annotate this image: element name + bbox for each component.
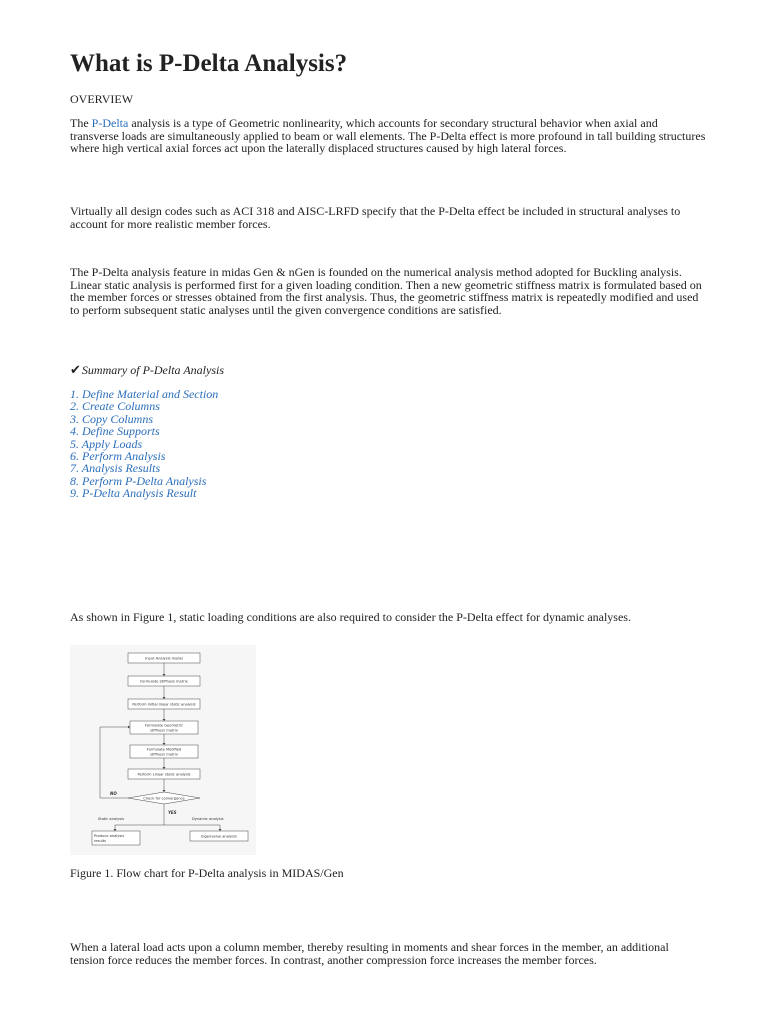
summary-list	[70, 388, 218, 500]
summary-heading-text: Summary of P-Delta Analysis	[81, 363, 225, 377]
flowchart-figure	[70, 645, 256, 855]
intro-paragraph	[70, 117, 706, 155]
step-text-input: Input Analysis model	[145, 656, 183, 661]
step-text-linear-analysis: Perform Linear static analysis	[137, 772, 191, 777]
summary-link-2[interactable]: 2. Create Columns	[70, 399, 160, 414]
intro-text-before: The	[70, 116, 92, 130]
summary-link-3[interactable]: 3. Copy Columns	[70, 411, 154, 426]
summary-link-1[interactable]: 1. Define Material and Section	[70, 387, 219, 401]
summary-link-6[interactable]: 6. Perform Analysis	[70, 449, 166, 464]
step-text-geometric-2: stiffness matrix	[150, 728, 178, 733]
check-icon: ✔	[70, 362, 81, 377]
step-text-produce-2: results	[94, 839, 107, 843]
step-text-geometric-1: Formulate Geometric	[144, 723, 184, 728]
figure-caption: Figure 1. Flow chart for P-Delta analysis in MIDAS/Gen	[70, 866, 344, 880]
p-delta-link[interactable]: P-Delta	[91, 116, 129, 130]
no-label: NO	[110, 791, 117, 796]
step-text-modified-2: stiffness matrix	[150, 752, 178, 757]
step-text-eigenvalue: Eigenvalue analysis	[201, 834, 237, 839]
step-text-static: Static analysis	[98, 817, 124, 821]
overview-label: OVERVIEW	[70, 92, 134, 106]
page-title: What is P-Delta Analysis?	[70, 50, 348, 77]
step-text-initial-analysis: Perform Initial linear static analysis	[132, 702, 196, 707]
summary-link-7[interactable]: 7. Analysis Results	[70, 461, 161, 476]
step-text-stiffness: Formulate Stiffness matrix	[140, 679, 188, 684]
summary-link-4[interactable]: 4. Define Supports	[70, 424, 160, 439]
step-text-produce-1: Produce analysis	[94, 834, 125, 838]
design-codes-paragraph: Virtually all design codes such as ACI 318 and AISC-LRFD specify that the P-Delta effect be included in structural analyses to account for more realistic member forces.	[70, 204, 681, 231]
yes-label: YES	[168, 810, 177, 815]
step-text-dynamic: Dynamic analysis	[192, 817, 224, 821]
summary-link-8[interactable]: 8. Perform P-Delta Analysis	[70, 473, 207, 488]
midas-paragraph: The P-Delta analysis feature in midas Gen & nGen is founded on the numerical analysis method adopted for Buckling analysis. Linear static analysis is performed first for a given loading condition. Then a new geometric stiffness matrix is formulated based on the member forces or stresses obtained from the first analysis. Thus, the geometric stiffness matrix is repeatedly modified and used to perform subsequent static analyses until the given convergence conditions are satisfied.	[70, 265, 702, 317]
step-text-modified-1: Formulate Modified	[146, 747, 182, 752]
step-text-convergence: Check for convergence	[143, 796, 185, 801]
lateral-load-paragraph: When a lateral load acts upon a column member, thereby resulting in moments and shear forces in the member, an additional tension force reduces the member forces. In contrast, another compression force increases the member forces.	[70, 940, 669, 967]
summary-link-9[interactable]: 9. P-Delta Analysis Result	[70, 486, 197, 501]
figure-intro-paragraph: As shown in Figure 1, static loading conditions are also required to consider the P-Delta effect for dynamic analyses.	[70, 610, 631, 624]
summary-link-5[interactable]: 5. Apply Loads	[70, 436, 143, 451]
intro-text-after: analysis is a type of Geometric nonlinearity, which accounts for secondary structural behavior when axial and transverse loads are simultaneously applied to beam or wall elements. The P-Delta effect is more profound in tall building structures where high vertical axial forces act upon the laterally displaced structures caused by high lateral forces.	[70, 116, 706, 156]
summary-heading	[70, 364, 706, 377]
